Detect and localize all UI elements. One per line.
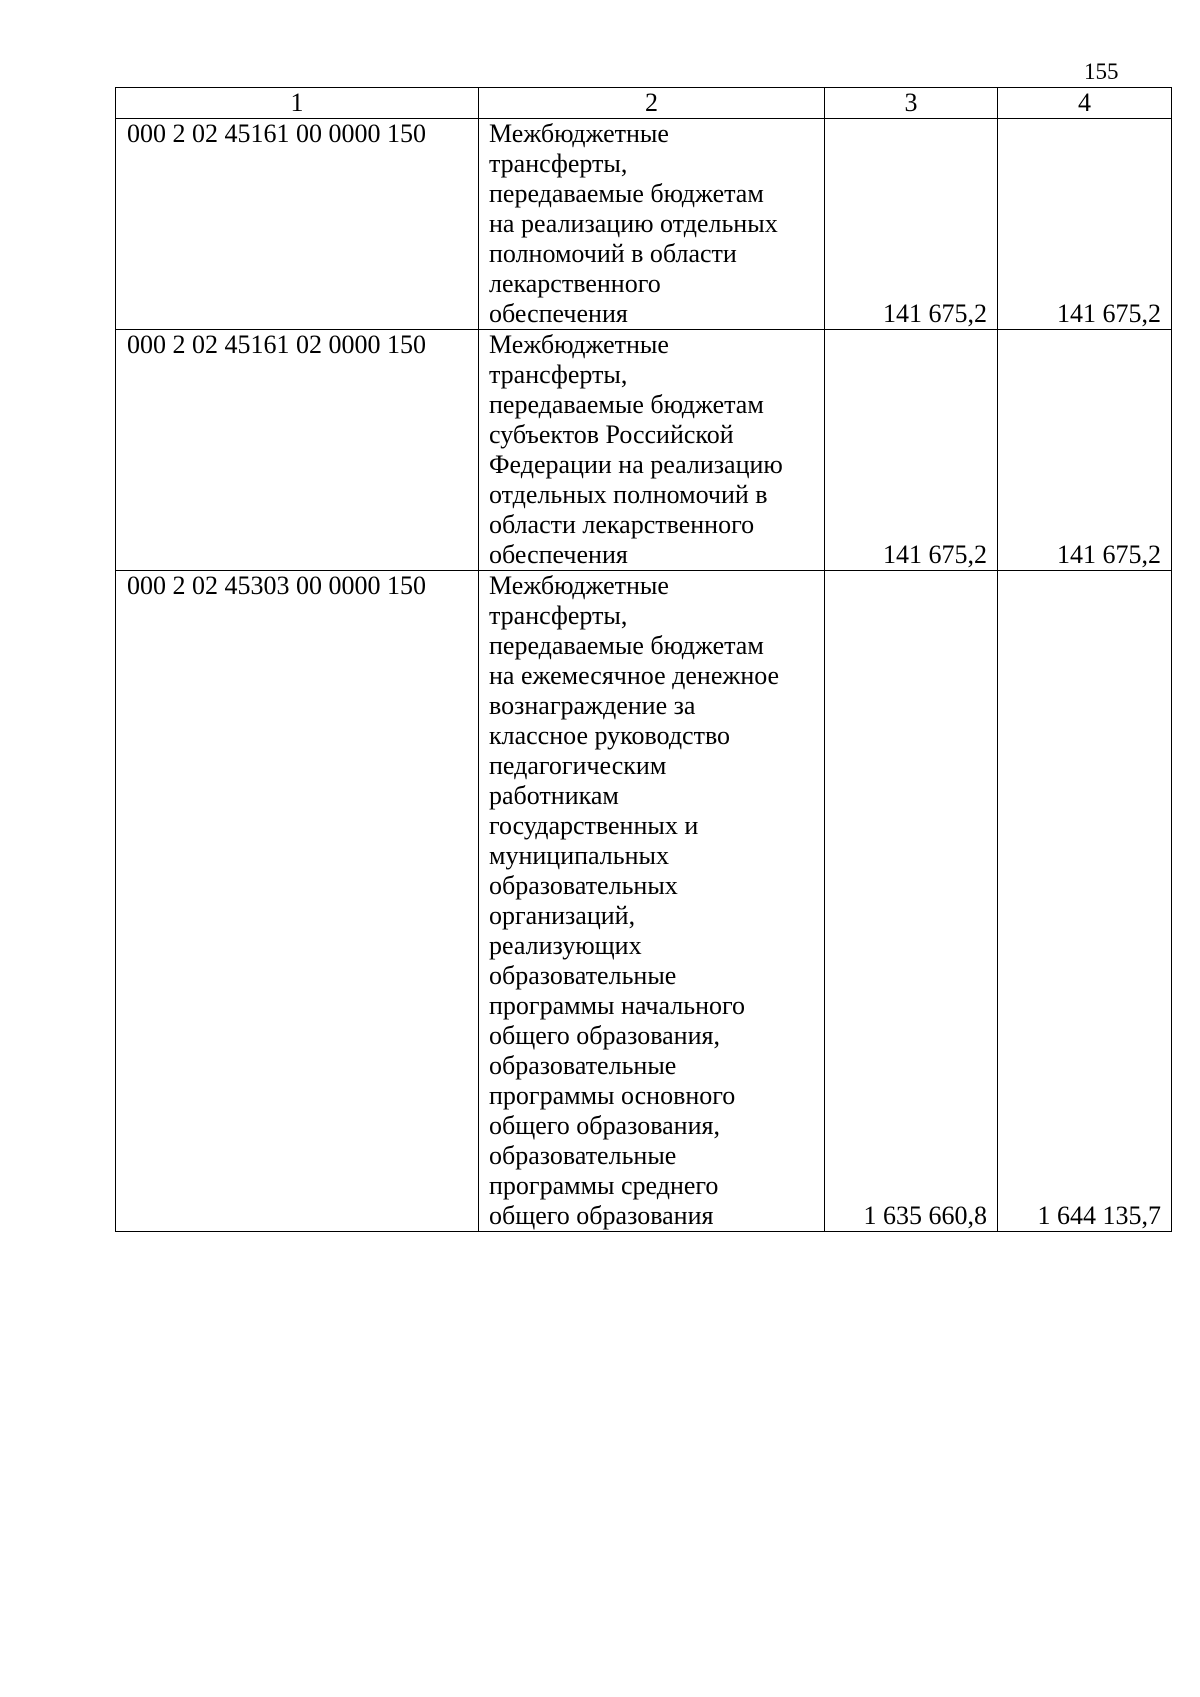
column-header-4: 4 xyxy=(998,88,1172,119)
page-number: 155 xyxy=(1084,59,1119,84)
table-header-row xyxy=(116,88,1172,119)
description-cell: Межбюджетные трансферты, передаваемые бюджетам на ежемесячное денежное вознаграждение за классное руководство педагогическим работникам государственных и муниципальных образовательных организаций, реализующих образовательные программы начального общего образования, образовательные программы основного общего образования, образовательные программы среднего общего образования xyxy=(479,571,825,1232)
amount-col3-cell: 141 675,2 xyxy=(825,119,998,330)
amount-col3-cell: 141 675,2 xyxy=(825,330,998,571)
amount-col4-cell: 141 675,2 xyxy=(998,119,1172,330)
budget-code-cell: 000 2 02 45161 02 0000 150 xyxy=(116,330,479,571)
table-row xyxy=(116,119,1172,330)
budget-code-cell: 000 2 02 45303 00 0000 150 xyxy=(116,571,479,1232)
amount-col4-cell: 141 675,2 xyxy=(998,330,1172,571)
table-row xyxy=(116,330,1172,571)
table-row xyxy=(116,571,1172,1232)
column-header-2: 2 xyxy=(479,88,825,119)
budget-table xyxy=(115,87,1172,1232)
column-header-3: 3 xyxy=(825,88,998,119)
amount-col3-cell: 1 635 660,8 xyxy=(825,571,998,1232)
description-cell: Межбюджетные трансферты, передаваемые бюджетам субъектов Российской Федерации на реализацию отдельных полномочий в области лекарственного обеспечения xyxy=(479,330,825,571)
description-cell: Межбюджетные трансферты, передаваемые бюджетам на реализацию отдельных полномочий в области лекарственного обеспечения xyxy=(479,119,825,330)
column-header-1: 1 xyxy=(116,88,479,119)
budget-code-cell: 000 2 02 45161 00 0000 150 xyxy=(116,119,479,330)
amount-col4-cell: 1 644 135,7 xyxy=(998,571,1172,1232)
